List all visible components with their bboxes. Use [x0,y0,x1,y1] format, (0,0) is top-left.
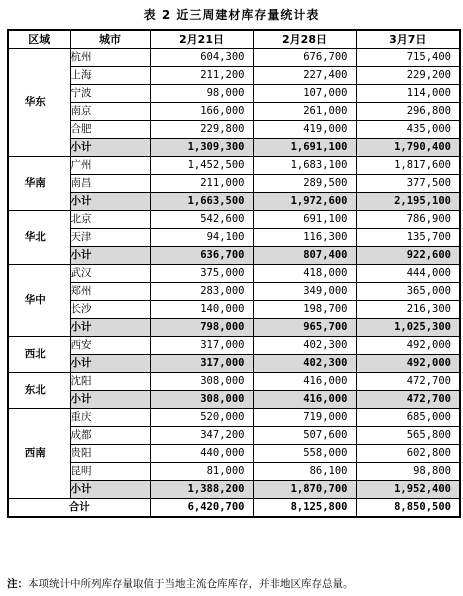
inventory-value: 444,000 [356,265,460,283]
subtotal-label: 小计 [70,247,150,265]
inventory-value: 715,400 [356,49,460,67]
inventory-value: 402,300 [253,337,356,355]
subtotal-row [8,319,460,337]
subtotal-label: 小计 [70,481,150,499]
subtotal-value: 1,972,600 [253,193,356,211]
inventory-value: 81,000 [150,463,253,481]
subtotal-value: 308,000 [150,391,253,409]
inventory-value: 317,000 [150,337,253,355]
subtotal-row [8,193,460,211]
subtotal-label: 小计 [70,355,150,373]
inventory-value: 211,000 [150,175,253,193]
inventory-value: 440,000 [150,445,253,463]
total-label: 合计 [8,499,150,518]
inventory-value: 107,000 [253,85,356,103]
inventory-value: 135,700 [356,229,460,247]
subtotal-value: 1,691,100 [253,139,356,157]
subtotal-value: 798,000 [150,319,253,337]
inventory-value: 1,452,500 [150,157,253,175]
table-row [8,211,460,229]
table-row [8,463,460,481]
inventory-value: 347,200 [150,427,253,445]
subtotal-value: 402,300 [253,355,356,373]
region-name: 华南 [8,157,70,211]
header-row [8,30,460,49]
city-name: 昆明 [70,463,150,481]
subtotal-value: 1,309,300 [150,139,253,157]
inventory-value: 98,800 [356,463,460,481]
subtotal-row [8,355,460,373]
city-name: 郑州 [70,283,150,301]
inventory-value: 419,000 [253,121,356,139]
subtotal-row [8,139,460,157]
table-row [8,121,460,139]
city-name: 沈阳 [70,373,150,391]
inventory-value: 94,100 [150,229,253,247]
inventory-value: 227,400 [253,67,356,85]
city-name: 宁波 [70,85,150,103]
subtotal-value: 1,870,700 [253,481,356,499]
table-row [8,283,460,301]
region-name: 华东 [8,49,70,157]
inventory-value: 198,700 [253,301,356,319]
footnote-text: 本项统计中所列库存量取值于当地主流仓库库存，并非地区库存总量。 [28,578,354,590]
total-value: 8,850,500 [356,499,460,518]
inventory-value: 492,000 [356,337,460,355]
table-body [8,49,460,518]
header-date-2: 2月28日 [253,30,356,49]
region-name: 华中 [8,265,70,337]
table-row [8,67,460,85]
inventory-value: 98,000 [150,85,253,103]
subtotal-value: 922,600 [356,247,460,265]
inventory-value: 719,000 [253,409,356,427]
inventory-value: 542,600 [150,211,253,229]
subtotal-value: 807,400 [253,247,356,265]
header-date-1: 2月21日 [150,30,253,49]
inventory-value: 86,100 [253,463,356,481]
city-name: 北京 [70,211,150,229]
inventory-value: 211,200 [150,67,253,85]
city-name: 南京 [70,103,150,121]
subtotal-value: 1,025,300 [356,319,460,337]
inventory-value: 140,000 [150,301,253,319]
inventory-value: 565,800 [356,427,460,445]
city-name: 西安 [70,337,150,355]
subtotal-row [8,247,460,265]
subtotal-value: 317,000 [150,355,253,373]
inventory-value: 375,000 [150,265,253,283]
subtotal-value: 1,790,400 [356,139,460,157]
subtotal-label: 小计 [70,193,150,211]
inventory-value: 365,000 [356,283,460,301]
table-row [8,85,460,103]
subtotal-value: 1,388,200 [150,481,253,499]
inventory-value: 416,000 [253,373,356,391]
subtotal-label: 小计 [70,139,150,157]
footnote [7,576,459,591]
inventory-table [7,29,461,518]
inventory-value: 691,100 [253,211,356,229]
inventory-value: 786,900 [356,211,460,229]
subtotal-value: 1,663,500 [150,193,253,211]
subtotal-value: 2,195,100 [356,193,460,211]
inventory-value: 166,000 [150,103,253,121]
subtotal-value: 965,700 [253,319,356,337]
inventory-value: 261,000 [253,103,356,121]
city-name: 天津 [70,229,150,247]
inventory-value: 602,800 [356,445,460,463]
subtotal-value: 1,952,400 [356,481,460,499]
city-name: 武汉 [70,265,150,283]
header-region: 区域 [8,30,70,49]
table-row [8,157,460,175]
table-row [8,175,460,193]
city-name: 长沙 [70,301,150,319]
subtotal-label: 小计 [70,391,150,409]
inventory-value: 308,000 [150,373,253,391]
region-name: 西南 [8,409,70,499]
inventory-value: 349,000 [253,283,356,301]
table-row [8,103,460,121]
total-value: 6,420,700 [150,499,253,518]
city-name: 上海 [70,67,150,85]
inventory-value: 685,000 [356,409,460,427]
subtotal-value: 416,000 [253,391,356,409]
inventory-value: 377,500 [356,175,460,193]
table-row [8,373,460,391]
city-name: 贵阳 [70,445,150,463]
table-row [8,427,460,445]
city-name: 杭州 [70,49,150,67]
inventory-value: 229,800 [150,121,253,139]
table-row [8,265,460,283]
total-value: 8,125,800 [253,499,356,518]
city-name: 南昌 [70,175,150,193]
inventory-value: 1,817,600 [356,157,460,175]
subtotal-value: 636,700 [150,247,253,265]
subtotal-value: 492,000 [356,355,460,373]
city-name: 重庆 [70,409,150,427]
inventory-value: 676,700 [253,49,356,67]
subtotal-value: 472,700 [356,391,460,409]
region-name: 华北 [8,211,70,265]
subtotal-row [8,481,460,499]
city-name: 广州 [70,157,150,175]
table-row [8,301,460,319]
header-city: 城市 [70,30,150,49]
table-row [8,229,460,247]
subtotal-row [8,391,460,409]
table-row [8,49,460,67]
inventory-value: 116,300 [253,229,356,247]
subtotal-label: 小计 [70,319,150,337]
inventory-value: 216,300 [356,301,460,319]
inventory-value: 435,000 [356,121,460,139]
inventory-value: 283,000 [150,283,253,301]
inventory-value: 604,300 [150,49,253,67]
inventory-value: 558,000 [253,445,356,463]
total-row [8,499,460,518]
inventory-value: 296,800 [356,103,460,121]
inventory-value: 520,000 [150,409,253,427]
table-row [8,409,460,427]
region-name: 西北 [8,337,70,373]
inventory-value: 418,000 [253,265,356,283]
table-row [8,445,460,463]
inventory-value: 229,200 [356,67,460,85]
table-row [8,337,460,355]
footnote-label: 注： [7,578,28,590]
inventory-value: 507,600 [253,427,356,445]
region-name: 东北 [8,373,70,409]
inventory-value: 289,500 [253,175,356,193]
header-date-3: 3月7日 [356,30,460,49]
table-title: 表 2 近三周建材库存量统计表 [143,8,320,22]
inventory-value: 472,700 [356,373,460,391]
inventory-value: 1,683,100 [253,157,356,175]
inventory-value: 114,000 [356,85,460,103]
city-name: 合肥 [70,121,150,139]
city-name: 成都 [70,427,150,445]
